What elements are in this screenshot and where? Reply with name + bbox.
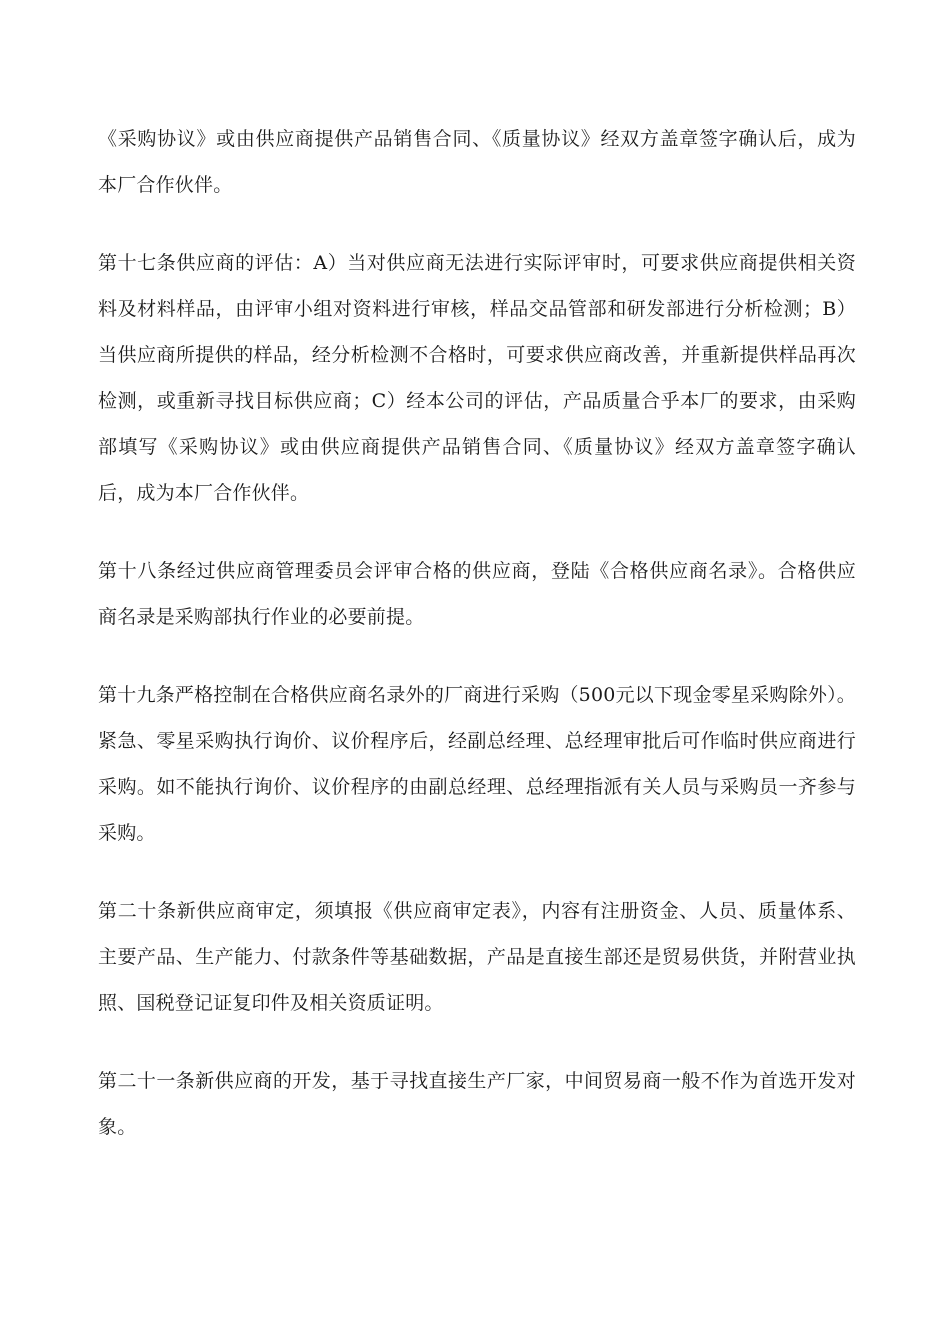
paragraph-article-19: 第十九条严格控制在合格供应商名录外的厂商进行采购（500元以下现金零星采购除外）。紧急、零星采购执行询价、议价程序后，经副总经理、总经理审批后可作临时供应商进行采购。如不能执行询价、议价程序的由副总经理、总经理指派有关人员与采购员一齐参与采购。 <box>98 684 856 844</box>
paragraph-article-20: 第二十条新供应商审定，须填报《供应商审定表》，内容有注册资金、人员、质量体系、主要产品、生产能力、付款条件等基础数据，产品是直接生部还是贸易供货，并附营业执照、国税登记证复印件及相关资质证明。 <box>98 900 856 1014</box>
paragraph-article-21: 第二十一条新供应商的开发，基于寻找直接生产厂家，中间贸易商一般不作为首选开发对象。 <box>98 1070 856 1138</box>
paragraph-article-18: 第十八条经过供应商管理委员会评审合格的供应商，登陆《合格供应商名录》。合格供应商名录是采购部执行作业的必要前提。 <box>98 560 856 628</box>
paragraph-continuation: 《采购协议》或由供应商提供产品销售合同、《质量协议》经双方盖章签字确认后，成为本厂合作伙伴。 <box>98 128 856 196</box>
paragraph-article-17: 第十七条供应商的评估：A）当对供应商无法进行实际评审时，可要求供应商提供相关资料及材料样品，由评审小组对资料进行审核，样品交品管部和研发部进行分析检测；B）当供应商所提供的样品，经分析检测不合格时，可要求供应商改善，并重新提供样品再次检测，或重新寻找目标供应商；C）经本公司的评估，产品质量合乎本厂的要求，由采购部填写《采购协议》或由供应商提供产品销售合同、《质量协议》经双方盖章签字确认后，成为本厂合作伙伴。 <box>98 252 856 504</box>
document-body <box>98 116 856 1182</box>
